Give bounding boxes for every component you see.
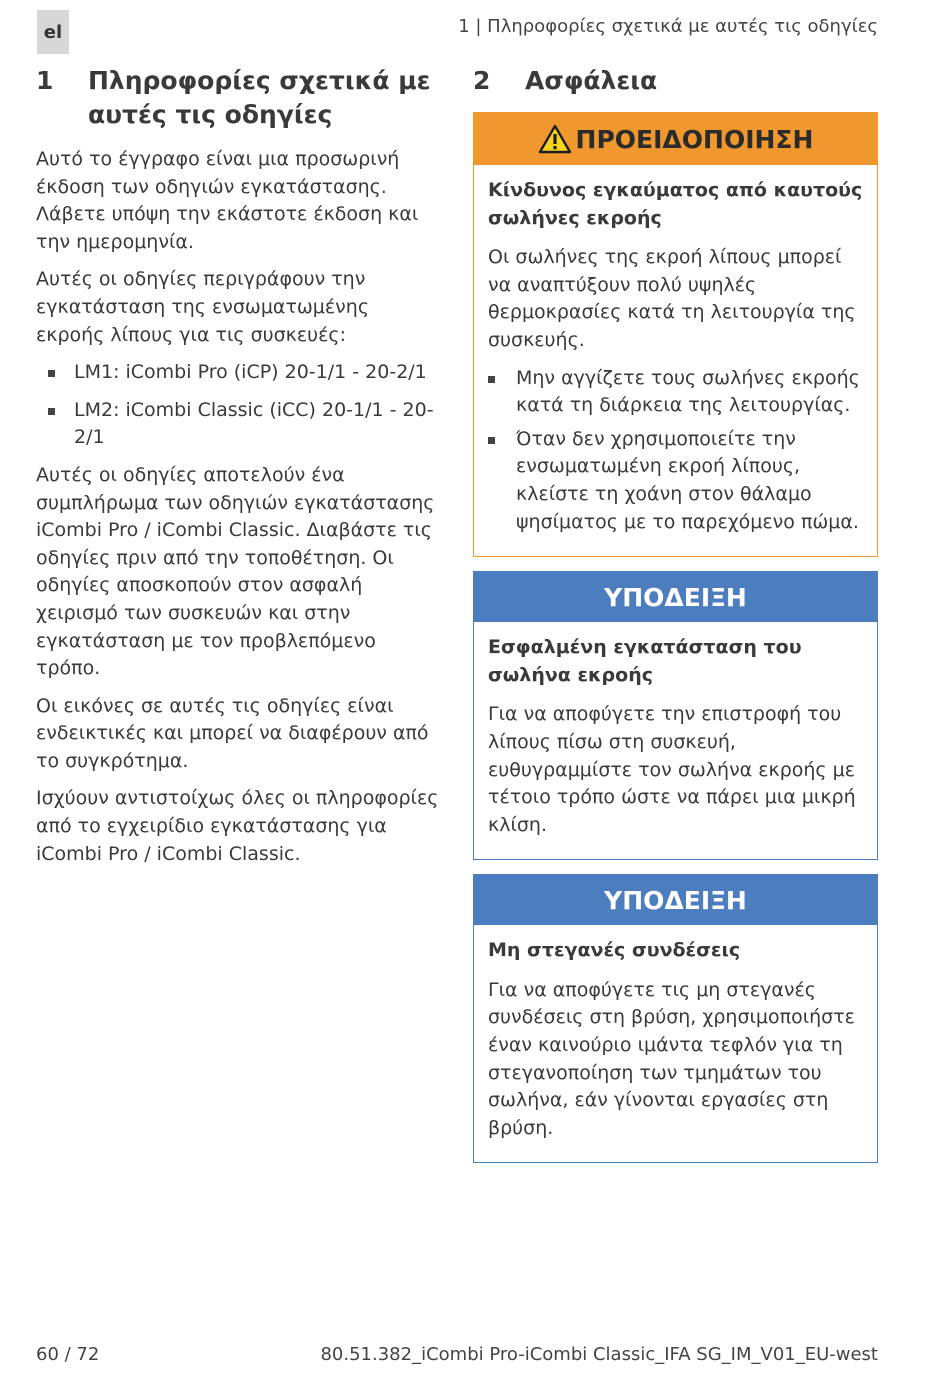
paragraph: Ισχύουν αντιστοίχως όλες οι πληροφορίες από το εγχειρίδιο εγκατάστασης για iCombi Pro / iCombi Classic. — [36, 787, 439, 865]
section-2-title: Ασφάλεια — [525, 66, 658, 95]
list-item — [488, 365, 863, 420]
warning-body — [474, 165, 877, 556]
running-header: 1 | Πληροφορίες σχετικά με αυτές τις οδηγίες — [458, 16, 878, 37]
section-2 — [473, 64, 878, 1177]
note-header — [474, 875, 877, 925]
warning-box — [473, 112, 878, 557]
note-text: Για να αποφύγετε τις μη στεγανές συνδέσεις στη βρύση, χρησιμοποιήστε έναν καινούριο ιμάντα τεφλόν για τη στεγανοποίηση των τμημάτων του σωλήνα, εάν γίνονται εργασίες στη βρύση. — [488, 978, 855, 1139]
paragraph: Αυτό το έγγραφο είναι μια προσωρινή έκδοση των οδηγιών εγκατάστασης. Λάβετε υπόψη την εκάστοτε έκδοση και την ημερομηνία. — [36, 148, 419, 253]
bullet-square-icon — [48, 370, 55, 377]
warning-heading: Κίνδυνος εγκαύματος από καυτούς σωλήνες εκροής — [488, 179, 863, 229]
bullet-square-icon — [488, 376, 495, 383]
paragraph: Οι εικόνες σε αυτές τις οδηγίες είναι ενδεικτικές και μπορεί να διαφέρουν από το συγκρότημα. — [36, 694, 429, 772]
note-heading: Μη στεγανές συνδέσεις — [488, 939, 741, 962]
paragraph: Αυτές οι οδηγίες αποτελούν ένα συμπλήρωμα των οδηγιών εγκατάστασης iCombi Pro / iCombi Classic. Διαβάστε τις οδηγίες πριν από την τοποθέτηση. Οι οδηγίες αποσκοπούν στον ασφαλή χειρισμό των συσκευών και στην εγκατάσταση με τον προβλεπόμενο τρόπο. — [36, 463, 435, 680]
list-item — [36, 397, 440, 452]
paragraph: Αυτές οι οδηγίες περιγράφουν την εγκατάσταση της ενσωματωμένης εκροής λίπους για τις συσκευές: — [36, 268, 369, 346]
note-label: ΥΠΟΔΕΙΞΗ — [604, 885, 747, 915]
warning-text: Οι σωλήνες της εκροή λίπους μπορεί να αναπτύξουν πολύ υψηλές θερμοκρασίες κατά τη λειτουργία της συσκευής. — [488, 246, 856, 351]
bullet-square-icon — [488, 437, 495, 444]
warning-triangle-icon — [538, 124, 572, 154]
note-body — [474, 925, 877, 1162]
list-item — [488, 426, 863, 536]
note-box — [473, 874, 878, 1163]
warning-header — [474, 113, 877, 165]
list-item-text: Μην αγγίζετε τους σωλήνες εκροής κατά τη διάρκεια της λειτουργίας. — [516, 366, 860, 417]
document-id: 80.51.382_iCombi Pro-iCombi Classic_IFA SG_IM_V01_EU-west — [320, 1344, 878, 1365]
list-item-text: Όταν δεν χρησιμοποιείτε την ενσωματωμένη εκροή λίπους, κλείστε τη χοάνη στον θάλαμο ψησίματος με το παρεχόμενο πώμα. — [516, 427, 859, 533]
warning-label: ΠΡΟΕΙΔΟΠΟΙΗΣΗ — [575, 124, 814, 154]
note-header — [474, 572, 877, 622]
section-2-number: 2 — [473, 66, 491, 95]
section-1-heading — [36, 64, 440, 132]
section-1-number: 1 — [36, 66, 54, 95]
section-1-title: Πληροφορίες σχετικά με αυτές τις οδηγίες — [88, 66, 431, 129]
language-tab: el — [37, 10, 69, 54]
note-label: ΥΠΟΔΕΙΞΗ — [604, 582, 747, 612]
note-heading: Εσφαλμένη εγκατάσταση του σωλήνα εκροής — [488, 636, 802, 686]
note-text: Για να αποφύγετε την επιστροφή του λίπους πίσω στη συσκευή, ευθυγραμμίστε τον σωλήνα εκροής με τέτοιο τρόπο ώστε να πάρει μια μικρή κλίση. — [488, 703, 856, 836]
note-box — [473, 571, 878, 860]
device-list — [36, 359, 440, 452]
bullet-square-icon — [48, 408, 55, 415]
list-item-text: LM1: iCombi Pro (iCP) 20-1/1 - 20-2/1 — [74, 361, 427, 384]
section-2-heading — [473, 64, 878, 98]
note-body — [474, 622, 877, 859]
section-1 — [36, 64, 440, 878]
list-item — [36, 359, 440, 387]
warning-list — [488, 365, 863, 537]
page-number: 60 / 72 — [36, 1344, 100, 1365]
list-item-text: LM2: iCombi Classic (iCC) 20-1/1 - 20-2/1 — [74, 398, 434, 449]
